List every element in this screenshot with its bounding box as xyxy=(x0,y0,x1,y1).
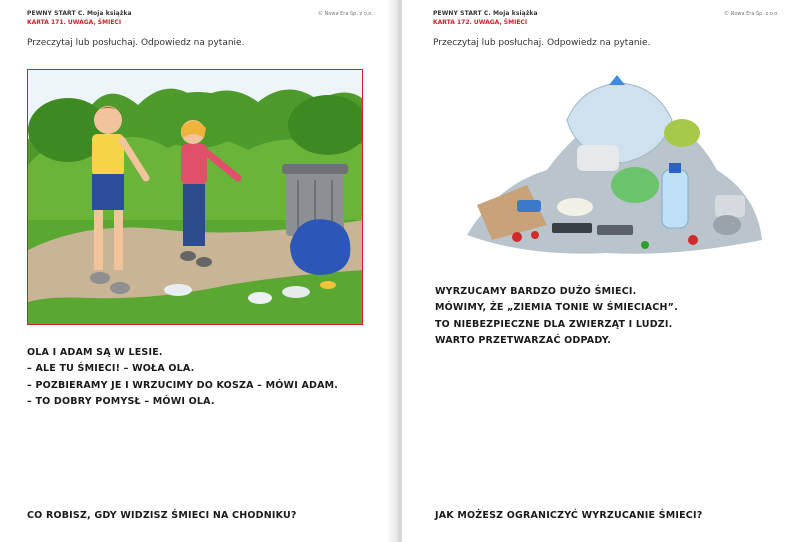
right-question: JAK MOŻESZ OGRANICZYĆ WYRZUCANIE ŚMIECI? xyxy=(435,510,703,521)
series-title: PEWNY START C. Moja książka xyxy=(433,10,538,17)
instruction-text: Przeczytaj lub posłuchaj. Odpowiedz na pytanie. xyxy=(27,38,245,48)
forest-illustration xyxy=(27,69,363,325)
story-line: – POZBIERAMY JE I WRZUCIMY DO KOSZA – MÓWI ADAM. xyxy=(27,379,339,391)
right-page xyxy=(402,0,800,542)
story-line: – TO DOBRY POMYSŁ – MÓWI OLA. xyxy=(27,395,215,407)
info-line: TO NIEBEZPIECZNE DLA ZWIERZĄT I LUDZI. xyxy=(435,318,673,330)
info-line: WYRZUCAMY BARDZO DUŻO ŚMIECI. xyxy=(435,286,637,297)
garbage-pile-photo xyxy=(457,75,777,260)
left-page xyxy=(0,0,398,542)
card-title: KARTA 171. UWAGA, ŚMIECI xyxy=(27,19,122,26)
story-line: OLA I ADAM SĄ W LESIE. xyxy=(27,347,163,358)
info-line: MÓWIMY, ŻE „ZIEMIA TONIE W ŚMIECIACH”. xyxy=(435,302,678,314)
card-title: KARTA 172. UWAGA, ŚMIECI xyxy=(433,19,528,26)
story-text xyxy=(27,345,338,410)
copyright-note: © Nowa Era Sp. z o.o. xyxy=(318,11,373,17)
info-text xyxy=(435,284,678,349)
series-title: PEWNY START C. Moja książka xyxy=(27,10,132,17)
instruction-text: Przeczytaj lub posłuchaj. Odpowiedz na pytanie. xyxy=(433,38,651,48)
info-line: WARTO PRZETWARZAĆ ODPADY. xyxy=(435,334,612,346)
copyright-note: © Nowa Era Sp. z o.o. xyxy=(724,11,779,17)
left-question: CO ROBISZ, GDY WIDZISZ ŚMIECI NA CHODNIKU? xyxy=(27,510,297,521)
story-line: – ALE TU ŚMIECI! – WOŁA OLA. xyxy=(27,363,195,375)
